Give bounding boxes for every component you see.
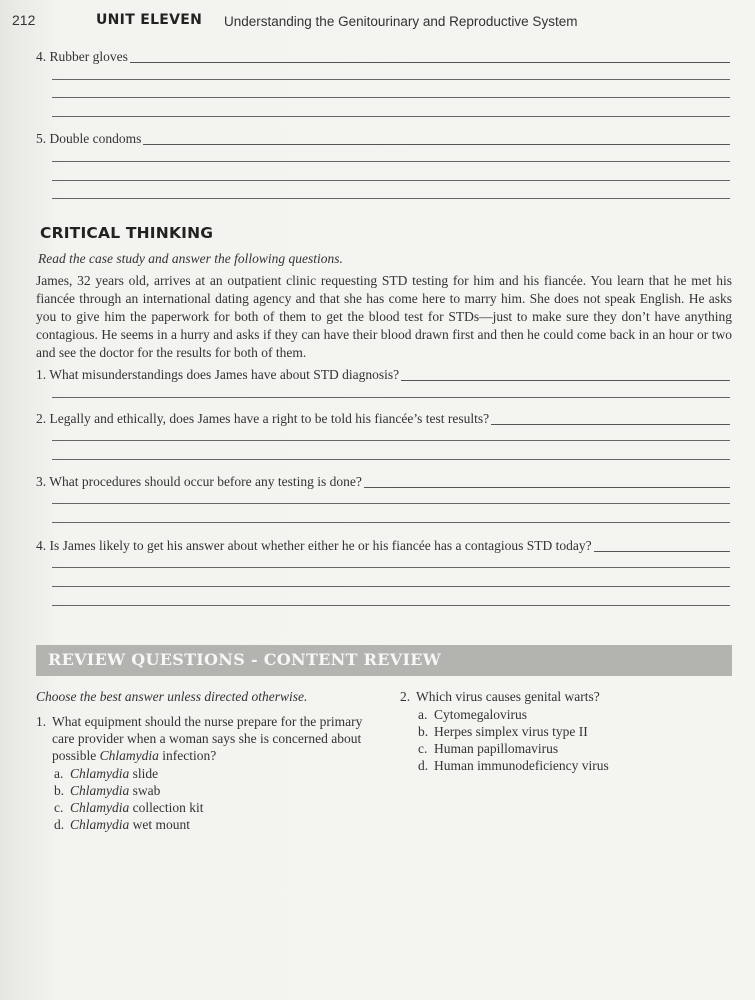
review-banner-title: REVIEW QUESTIONS - CONTENT REVIEW [48,650,442,669]
answer-line[interactable] [401,380,730,381]
question-number: 1. [36,714,47,729]
answer-line[interactable] [52,586,730,587]
page-header [12,10,732,34]
answer-line[interactable] [52,161,730,162]
option-a[interactable]: a. Chlamydia slide [54,766,159,781]
option-c[interactable]: c. Human papillomavirus [418,741,559,756]
question-label: 5. Double condoms [36,131,142,146]
ct-question-3 [36,473,730,491]
option-b[interactable]: b. Herpes simplex virus type II [418,724,588,739]
question-2-options [418,706,730,774]
option-b[interactable]: b. Chlamydia swab [54,783,161,798]
option-c[interactable]: c. Chlamydia collection kit [54,800,204,815]
ct-question-2 [36,410,730,428]
option-d[interactable]: d. Human immunodeficiency virus [418,758,609,773]
question-label: 1. What misunderstandings does James have about STD diagnosis? [36,367,400,382]
question-label: 4. Is James likely to get his answer about whether either he or his fiancée has a contagious STD today? [36,538,592,553]
answer-line[interactable] [594,551,730,552]
answer-line[interactable] [52,198,730,199]
question-label: 4. Rubber gloves [36,49,128,64]
answer-line[interactable] [52,503,730,504]
critical-thinking-instruction: Read the case study and answer the following questions. [38,251,343,266]
answer-line[interactable] [52,605,730,606]
review-instruction: Choose the best answer unless directed otherwise. [36,689,308,704]
question-rubber-gloves [36,48,730,66]
answer-line[interactable] [130,62,730,63]
question-number: 2. [400,689,411,704]
review-left-column [36,688,376,833]
question-label: 3. What procedures should occur before any testing is done? [36,474,362,489]
question-double-condoms [36,130,730,148]
answer-line[interactable] [52,440,730,441]
unit-label: UNIT ELEVEN [96,12,203,28]
answer-line[interactable] [52,522,730,523]
ct-question-4 [36,537,730,555]
critical-thinking-heading: CRITICAL THINKING [40,224,214,242]
question-stem: Which virus causes genital warts? [416,689,600,704]
answer-line[interactable] [491,424,730,425]
answer-line[interactable] [52,116,730,117]
answer-line[interactable] [52,97,730,98]
review-questions-banner [36,645,732,676]
case-study-text: James, 32 years old, arrives at an outpatient clinic requesting STD testing for him and his fiancée. You learn that he met his fiancée through an international dating agency and that she has come here to marry him. She does not speak English. He asks you to give him the paperwork for both of them to get the blood test for STDs—just to make sure they don’t have anything contagious. He seems in a hurry and asks if they can have their blood drawn first and then he could come back in an hour or two and see the doctor for the results for both of them. [36,273,732,360]
ct-question-1 [36,366,730,384]
answer-line[interactable] [364,487,730,488]
chapter-title: Understanding the Genitourinary and Reproductive System [224,14,578,29]
review-question-1 [36,713,376,764]
answer-line[interactable] [143,144,730,145]
review-question-2 [400,688,730,705]
answer-line[interactable] [52,459,730,460]
question-1-options [54,765,376,833]
review-right-column [400,688,730,774]
page-number: 212 [12,12,36,28]
question-label: 2. Legally and ethically, does James have a right to be told his fiancée’s test results? [36,411,490,426]
answer-line[interactable] [52,567,730,568]
answer-line[interactable] [52,79,730,80]
option-d[interactable]: d. Chlamydia wet mount [54,817,190,832]
answer-line[interactable] [52,397,730,398]
option-a[interactable]: a. Cytomegalovirus [418,707,527,722]
question-stem: What equipment should the nurse prepare for the primary care provider when a woman says she is concerned about possible Chlamydia infection? [52,714,363,763]
answer-line[interactable] [52,180,730,181]
